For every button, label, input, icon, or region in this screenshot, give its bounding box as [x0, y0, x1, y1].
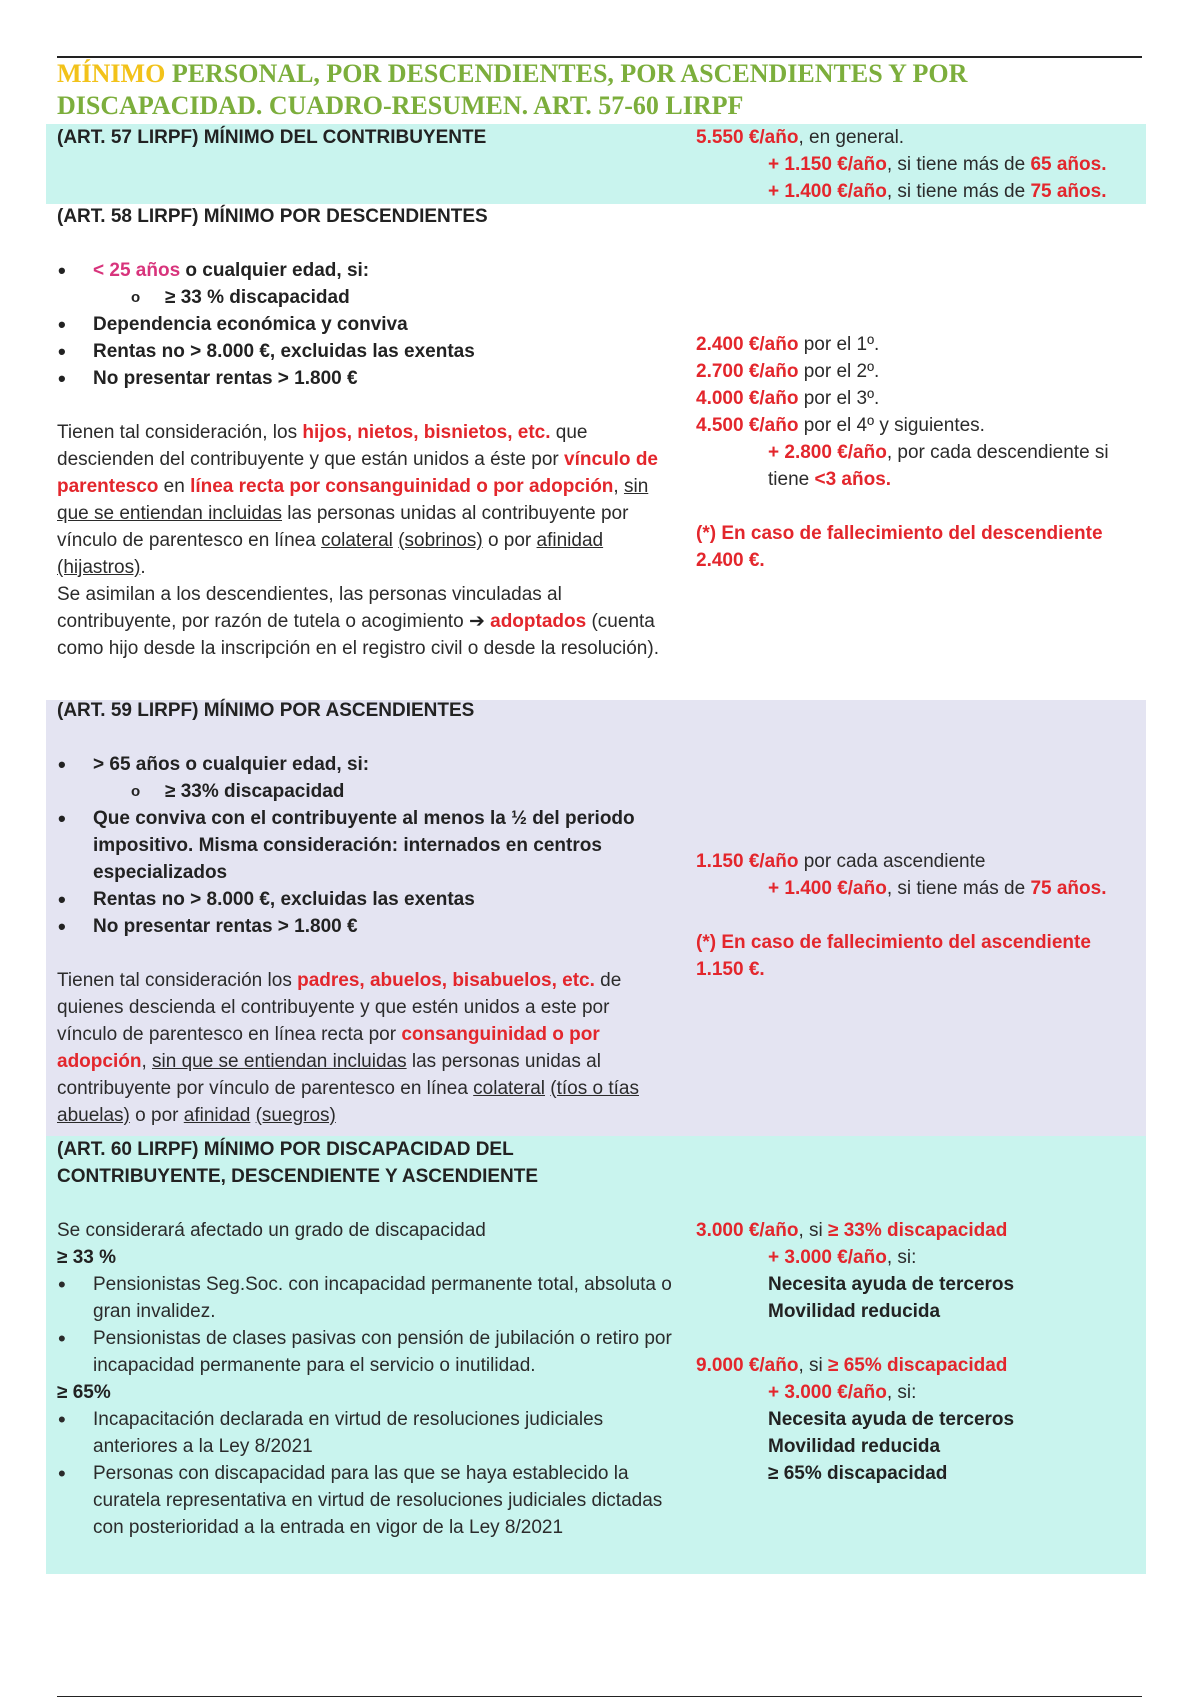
section-57-amounts: 5.550 €/año, en general. + 1.150 €/año, si tiene más de 65 años. + 1.400 €/año, si tiene más de 75 años. [696, 127, 1107, 202]
list-item: • < 25 años o cualquier edad, si: [57, 257, 672, 284]
list-item: • No presentar rentas > 1.800 € [57, 913, 672, 940]
list-item: • Que conviva con el contribuyente al menos la ½ del periodo impositivo. Misma consideración: internados en centros especializados [57, 805, 672, 886]
section-57-header: (ART. 57 LIRPF) MÍNIMO DEL CONTRIBUYENTE [57, 127, 487, 148]
section-58-amounts: 2.400 €/año por el 1º. 2.700 €/año por el 2º. 4.000 €/año por el 3º. 4.500 €/año por el 4º y siguientes. + 2.800 €/año, por cada descendiente si tiene <3 años. (*) En caso de fallecimiento del descendiente 2.400 €. [696, 331, 1141, 574]
section-59-header: (ART. 59 LIRPF) MÍNIMO POR ASCENDIENTES [57, 700, 475, 721]
section-59-left [57, 697, 672, 1129]
list-item: • Dependencia económica y conviva [57, 311, 672, 338]
bottom-rule [57, 1696, 1142, 1697]
section-58-assimilation: Se asimilan a los descendientes, las personas vinculadas al contribuyente, por razón de tutela o acogimiento ➔ adoptados (cuenta como hijo desde la inscripción en el registro civil o desde la resolución). [57, 584, 659, 659]
section-59-requirements [57, 751, 672, 940]
list-item: • Pensionistas de clases pasivas con pensión de jubilación o retiro por incapacidad permanente para el servicio o inutilidad. [57, 1325, 672, 1379]
grade-33: ≥ 33 % [57, 1247, 117, 1268]
section-60-amounts: 3.000 €/año, si ≥ 33% discapacidad + 3.000 €/año, si: Necesita ayuda de terceros Movilidad reducida 9.000 €/año, si ≥ 65% discapacidad + 3.000 €/año, si: Necesita ayuda de terceros Movilidad reducida ≥ 65% discapacidad [696, 1220, 1015, 1484]
section-60-left [57, 1136, 672, 1541]
list-item: • Incapacitación declarada en virtud de resoluciones judiciales anteriores a la Ley 8/2021 [57, 1406, 672, 1460]
list-item: • > 65 años o cualquier edad, si: [57, 751, 672, 778]
section-59-amounts: 1.150 €/año por cada ascendiente + 1.400 €/año, si tiene más de 75 años. (*) En caso de fallecimiento del ascendiente 1.150 €. [696, 848, 1141, 983]
grade-65: ≥ 65% [57, 1382, 111, 1403]
list-item: • No presentar rentas > 1.800 € [57, 365, 672, 392]
list-item: • Pensionistas Seg.Soc. con incapacidad permanente total, absoluta o gran invalidez. [57, 1271, 672, 1325]
section-59-death-note: (*) En caso de fallecimiento del ascendiente 1.150 €. [696, 932, 1091, 980]
section-59-definition: Tienen tal consideración los padres, abuelos, bisabuelos, etc. de quienes descienda el contribuyente y que estén unidos a este por vínculo de parentesco en línea recta por consanguinidad o por adopción, sin que se entiendan incluidas las personas unidas al contribuyente por vínculo de parentesco en línea colateral (tíos o tías abuelas) o por afinidad (suegros) [57, 970, 639, 1126]
list-item: • Personas con discapacidad para las que se haya establecido la curatela representativa en virtud de resoluciones judiciales dictadas con posterioridad a la entrada en vigor de la Ley 8/2021 [57, 1460, 672, 1541]
arrow-right-icon: ➔ [468, 611, 485, 632]
page-title: MÍNIMO PERSONAL, POR DESCENDIENTES, POR ASCENDIENTES Y POR DISCAPACIDAD. CUADRO-RESUMEN. ART. 57-60 LIRPF [57, 59, 968, 120]
section-60-header: (ART. 60 LIRPF) MÍNIMO POR DISCAPACIDAD DEL CONTRIBUYENTE, DESCENDIENTE Y ASCENDIENTE [57, 1139, 539, 1187]
section-58-death-note: (*) En caso de fallecimiento del descendiente 2.400 €. [696, 523, 1103, 571]
section-58-header: (ART. 58 LIRPF) MÍNIMO POR DESCENDIENTES [57, 206, 488, 227]
list-item: o ≥ 33% discapacidad [57, 778, 672, 805]
section-58-left [57, 203, 672, 662]
section-58-requirements [57, 257, 672, 392]
list-item: • Rentas no > 8.000 €, excluidas las exentas [57, 886, 672, 913]
list-item: o ≥ 33 % discapacidad [57, 284, 672, 311]
section-58-definition: Tienen tal consideración, los hijos, nietos, bisnietos, etc. que descienden del contribuyente y que están unidos a éste por vínculo de parentesco en línea recta por consanguinidad o por adopción, sin que se entiendan incluidas las personas unidas al contribuyente por vínculo de parentesco en línea colateral (sobrinos) o por afinidad (hijastros). [57, 422, 658, 578]
section-60-intro: Se considerará afectado un grado de discapacidad [57, 1220, 486, 1241]
list-item: • Rentas no > 8.000 €, excluidas las exentas [57, 338, 672, 365]
